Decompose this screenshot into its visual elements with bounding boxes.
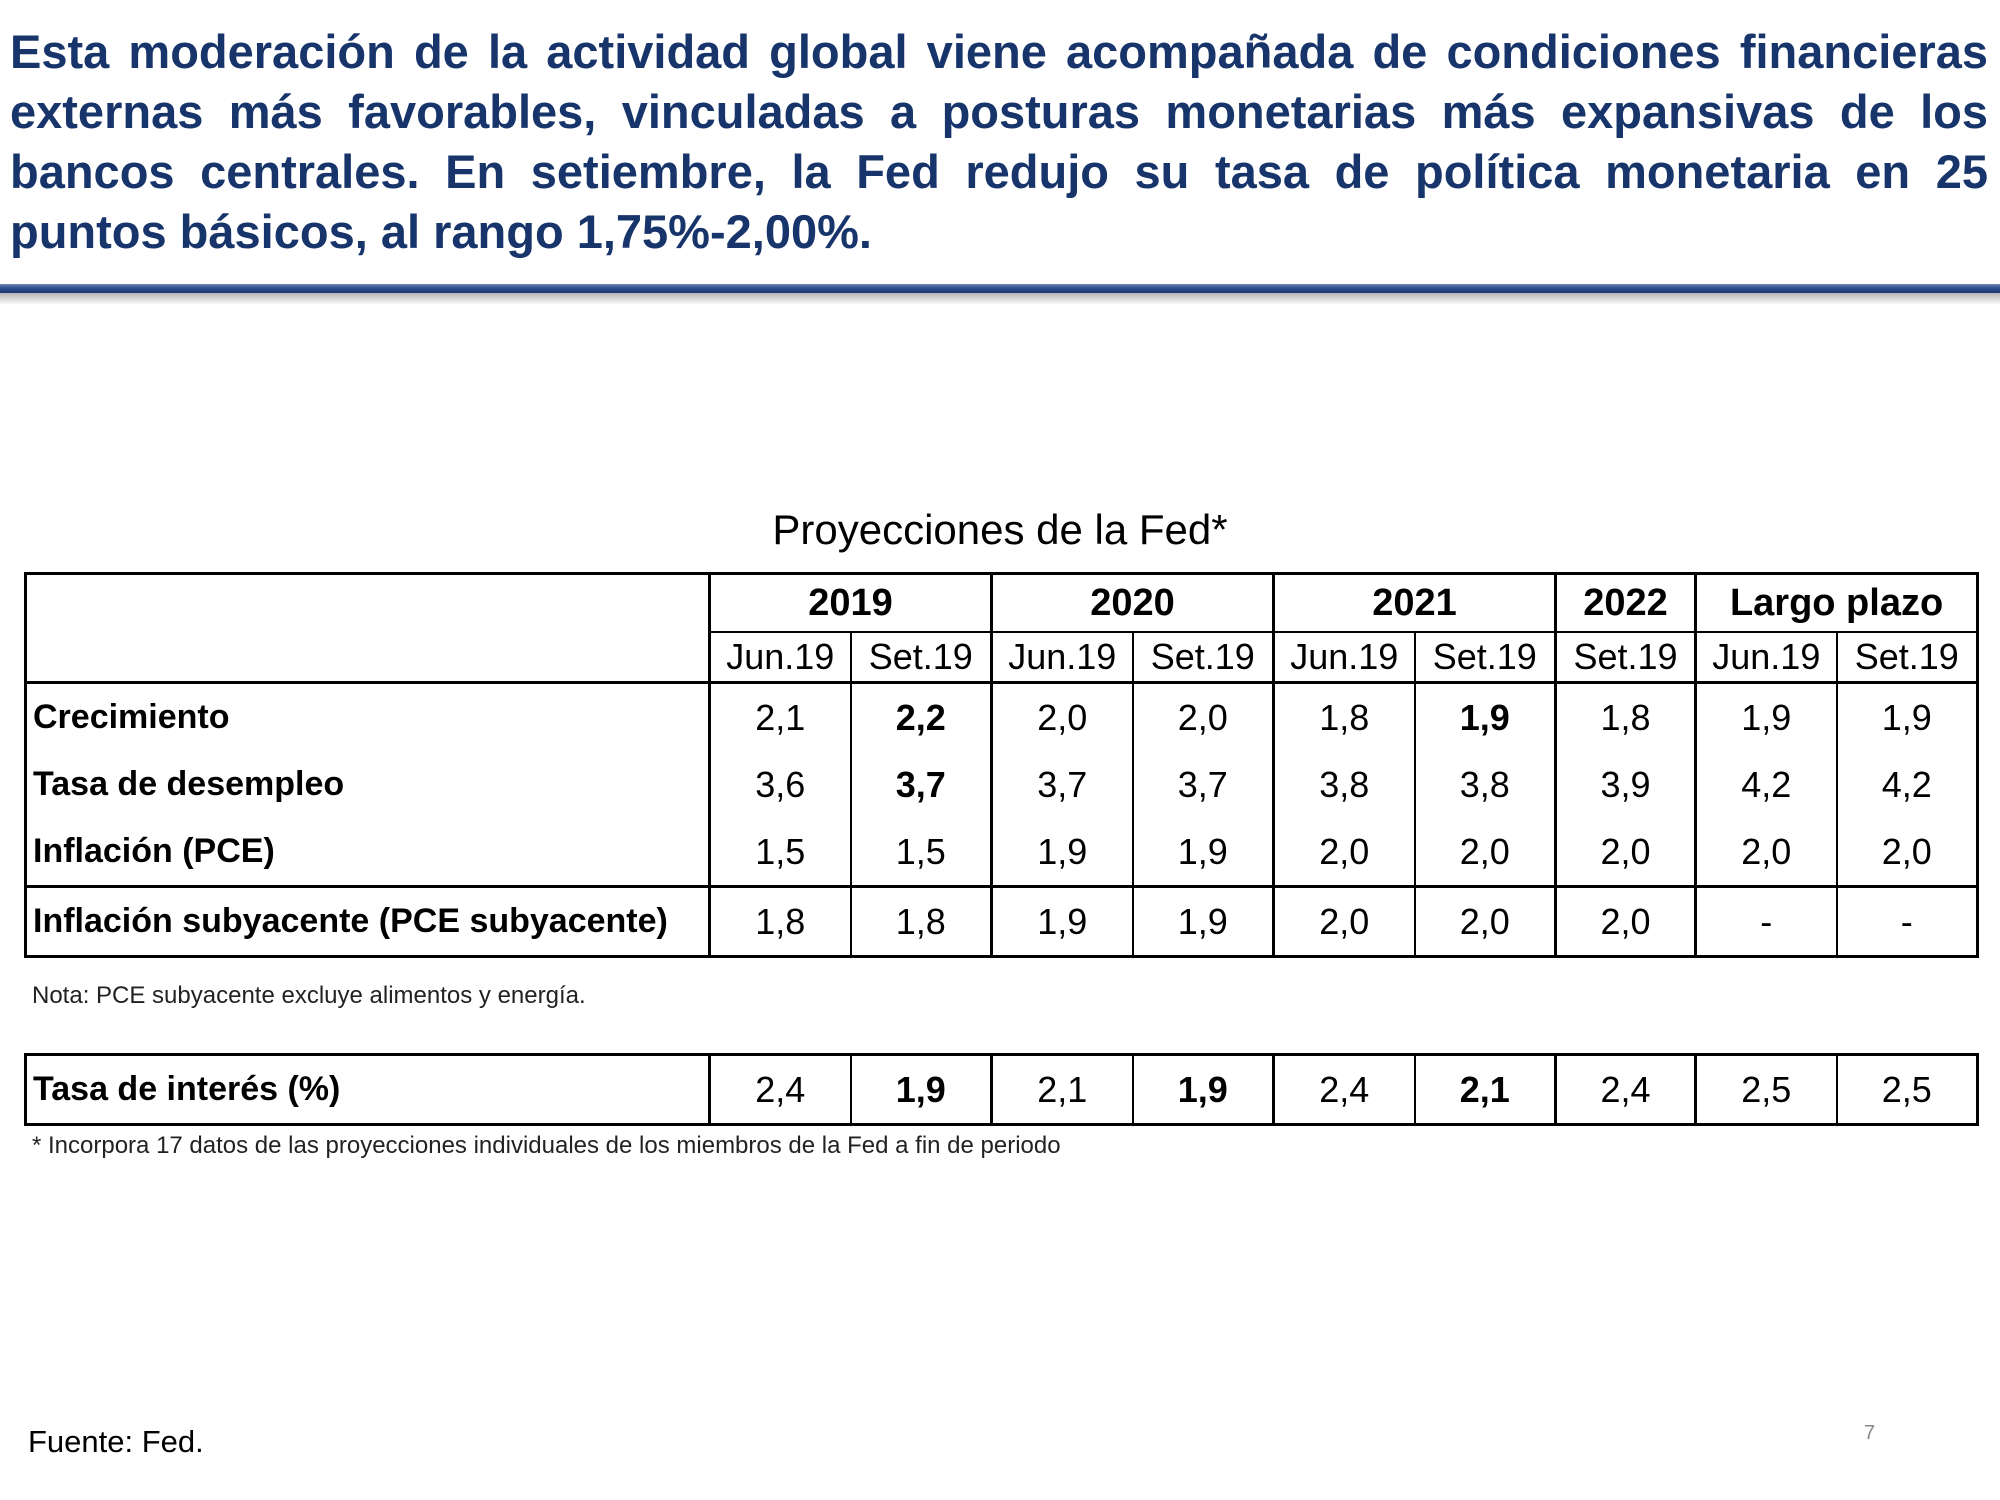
table-row <box>26 818 1978 887</box>
row-label: Inflación (PCE) <box>26 818 710 887</box>
value-cell: 2,5 <box>1696 1055 1837 1125</box>
projections-table <box>24 572 1979 958</box>
value-cell: 2,4 <box>1274 1055 1415 1125</box>
value-cell: 2,4 <box>1556 1055 1696 1125</box>
row-label: Inflación subyacente (PCE subyacente) <box>26 887 710 957</box>
value-cell: 2,0 <box>992 683 1133 752</box>
value-cell: 2,1 <box>1415 1055 1556 1125</box>
value-cell: 2,4 <box>710 1055 851 1125</box>
footnote: * Incorpora 17 datos de las proyecciones individuales de los miembros de la Fed a fin de periodo <box>32 1132 1061 1159</box>
value-cell: 2,1 <box>710 683 851 752</box>
value-cell: 2,0 <box>1556 818 1696 887</box>
header-divider <box>0 284 2000 293</box>
value-cell: 2,0 <box>1274 887 1415 957</box>
value-cell: - <box>1837 887 1978 957</box>
value-cell: 4,2 <box>1696 751 1837 818</box>
subheader-cell: Set.19 <box>1837 632 1978 683</box>
value-cell: 2,5 <box>1837 1055 1978 1125</box>
value-cell: 3,8 <box>1274 751 1415 818</box>
value-cell: 2,0 <box>1415 887 1556 957</box>
year-header-row <box>26 574 1978 633</box>
value-cell: 3,8 <box>1415 751 1556 818</box>
subheader-cell: Jun.19 <box>1696 632 1837 683</box>
subheader-cell: Jun.19 <box>1274 632 1415 683</box>
value-cell: 2,0 <box>1415 818 1556 887</box>
value-cell: 2,1 <box>992 1055 1133 1125</box>
page-number: 7 <box>1864 1422 1876 1444</box>
subheader-cell: Set.19 <box>1133 632 1274 683</box>
header-divider-shadow <box>0 293 2000 305</box>
year-header-2021: 2021 <box>1274 574 1556 633</box>
value-cell: 1,9 <box>1133 1055 1274 1125</box>
value-cell: 2,0 <box>1837 818 1978 887</box>
value-cell: 2,0 <box>1696 818 1837 887</box>
value-cell: 1,9 <box>1133 818 1274 887</box>
value-cell: 2,0 <box>1274 818 1415 887</box>
value-cell: 2,2 <box>851 683 992 752</box>
value-cell: 2,0 <box>1133 683 1274 752</box>
value-cell: 3,9 <box>1556 751 1696 818</box>
subheader-cell: Jun.19 <box>992 632 1133 683</box>
value-cell: 1,8 <box>851 887 992 957</box>
value-cell: 3,7 <box>992 751 1133 818</box>
table-row <box>26 683 1978 752</box>
value-cell: 3,6 <box>710 751 851 818</box>
year-header-2019: 2019 <box>710 574 992 633</box>
value-cell: 1,8 <box>1556 683 1696 752</box>
value-cell: 1,5 <box>851 818 992 887</box>
empty-corner-cell <box>26 574 710 683</box>
value-cell: 1,9 <box>1696 683 1837 752</box>
row-label: Crecimiento <box>26 683 710 752</box>
year-header-2020: 2020 <box>992 574 1274 633</box>
subheader-cell: Set.19 <box>1415 632 1556 683</box>
subheader-cell: Set.19 <box>1556 632 1696 683</box>
table-row <box>26 751 1978 818</box>
interest-rate-row <box>26 1055 1978 1125</box>
value-cell: 1,9 <box>992 818 1133 887</box>
value-cell: 1,9 <box>851 1055 992 1125</box>
value-cell: 1,9 <box>1415 683 1556 752</box>
table-title: Proyecciones de la Fed* <box>772 506 1228 553</box>
value-cell: 3,7 <box>1133 751 1274 818</box>
year-header-largo-plazo: Largo plazo <box>1696 574 1978 633</box>
year-header-2022: 2022 <box>1556 574 1696 633</box>
row-label: Tasa de desempleo <box>26 751 710 818</box>
row-label: Tasa de interés (%) <box>26 1055 710 1125</box>
value-cell: 1,9 <box>992 887 1133 957</box>
value-cell: 1,9 <box>1133 887 1274 957</box>
source-note: Fuente: Fed. <box>28 1424 204 1459</box>
subheader-cell: Set.19 <box>851 632 992 683</box>
value-cell: 1,9 <box>1837 683 1978 752</box>
value-cell: 1,5 <box>710 818 851 887</box>
value-cell: 1,8 <box>1274 683 1415 752</box>
value-cell: 1,8 <box>710 887 851 957</box>
table-note: Nota: PCE subyacente excluye alimentos y energía. <box>32 982 586 1009</box>
subheader-cell: Jun.19 <box>710 632 851 683</box>
value-cell: 4,2 <box>1837 751 1978 818</box>
table-row <box>26 887 1978 957</box>
interest-rate-table <box>24 1053 1979 1126</box>
value-cell: 2,0 <box>1556 887 1696 957</box>
value-cell: - <box>1696 887 1837 957</box>
headline: Esta moderación de la actividad global viene acompañada de condiciones financieras externas más favorables, vinculadas a posturas monetarias más expansivas de los bancos centrales. En setiembre, la Fed redujo su tasa de política monetaria en 25 puntos básicos, al rango 1,75%-2,00%. <box>10 25 1988 258</box>
value-cell: 3,7 <box>851 751 992 818</box>
